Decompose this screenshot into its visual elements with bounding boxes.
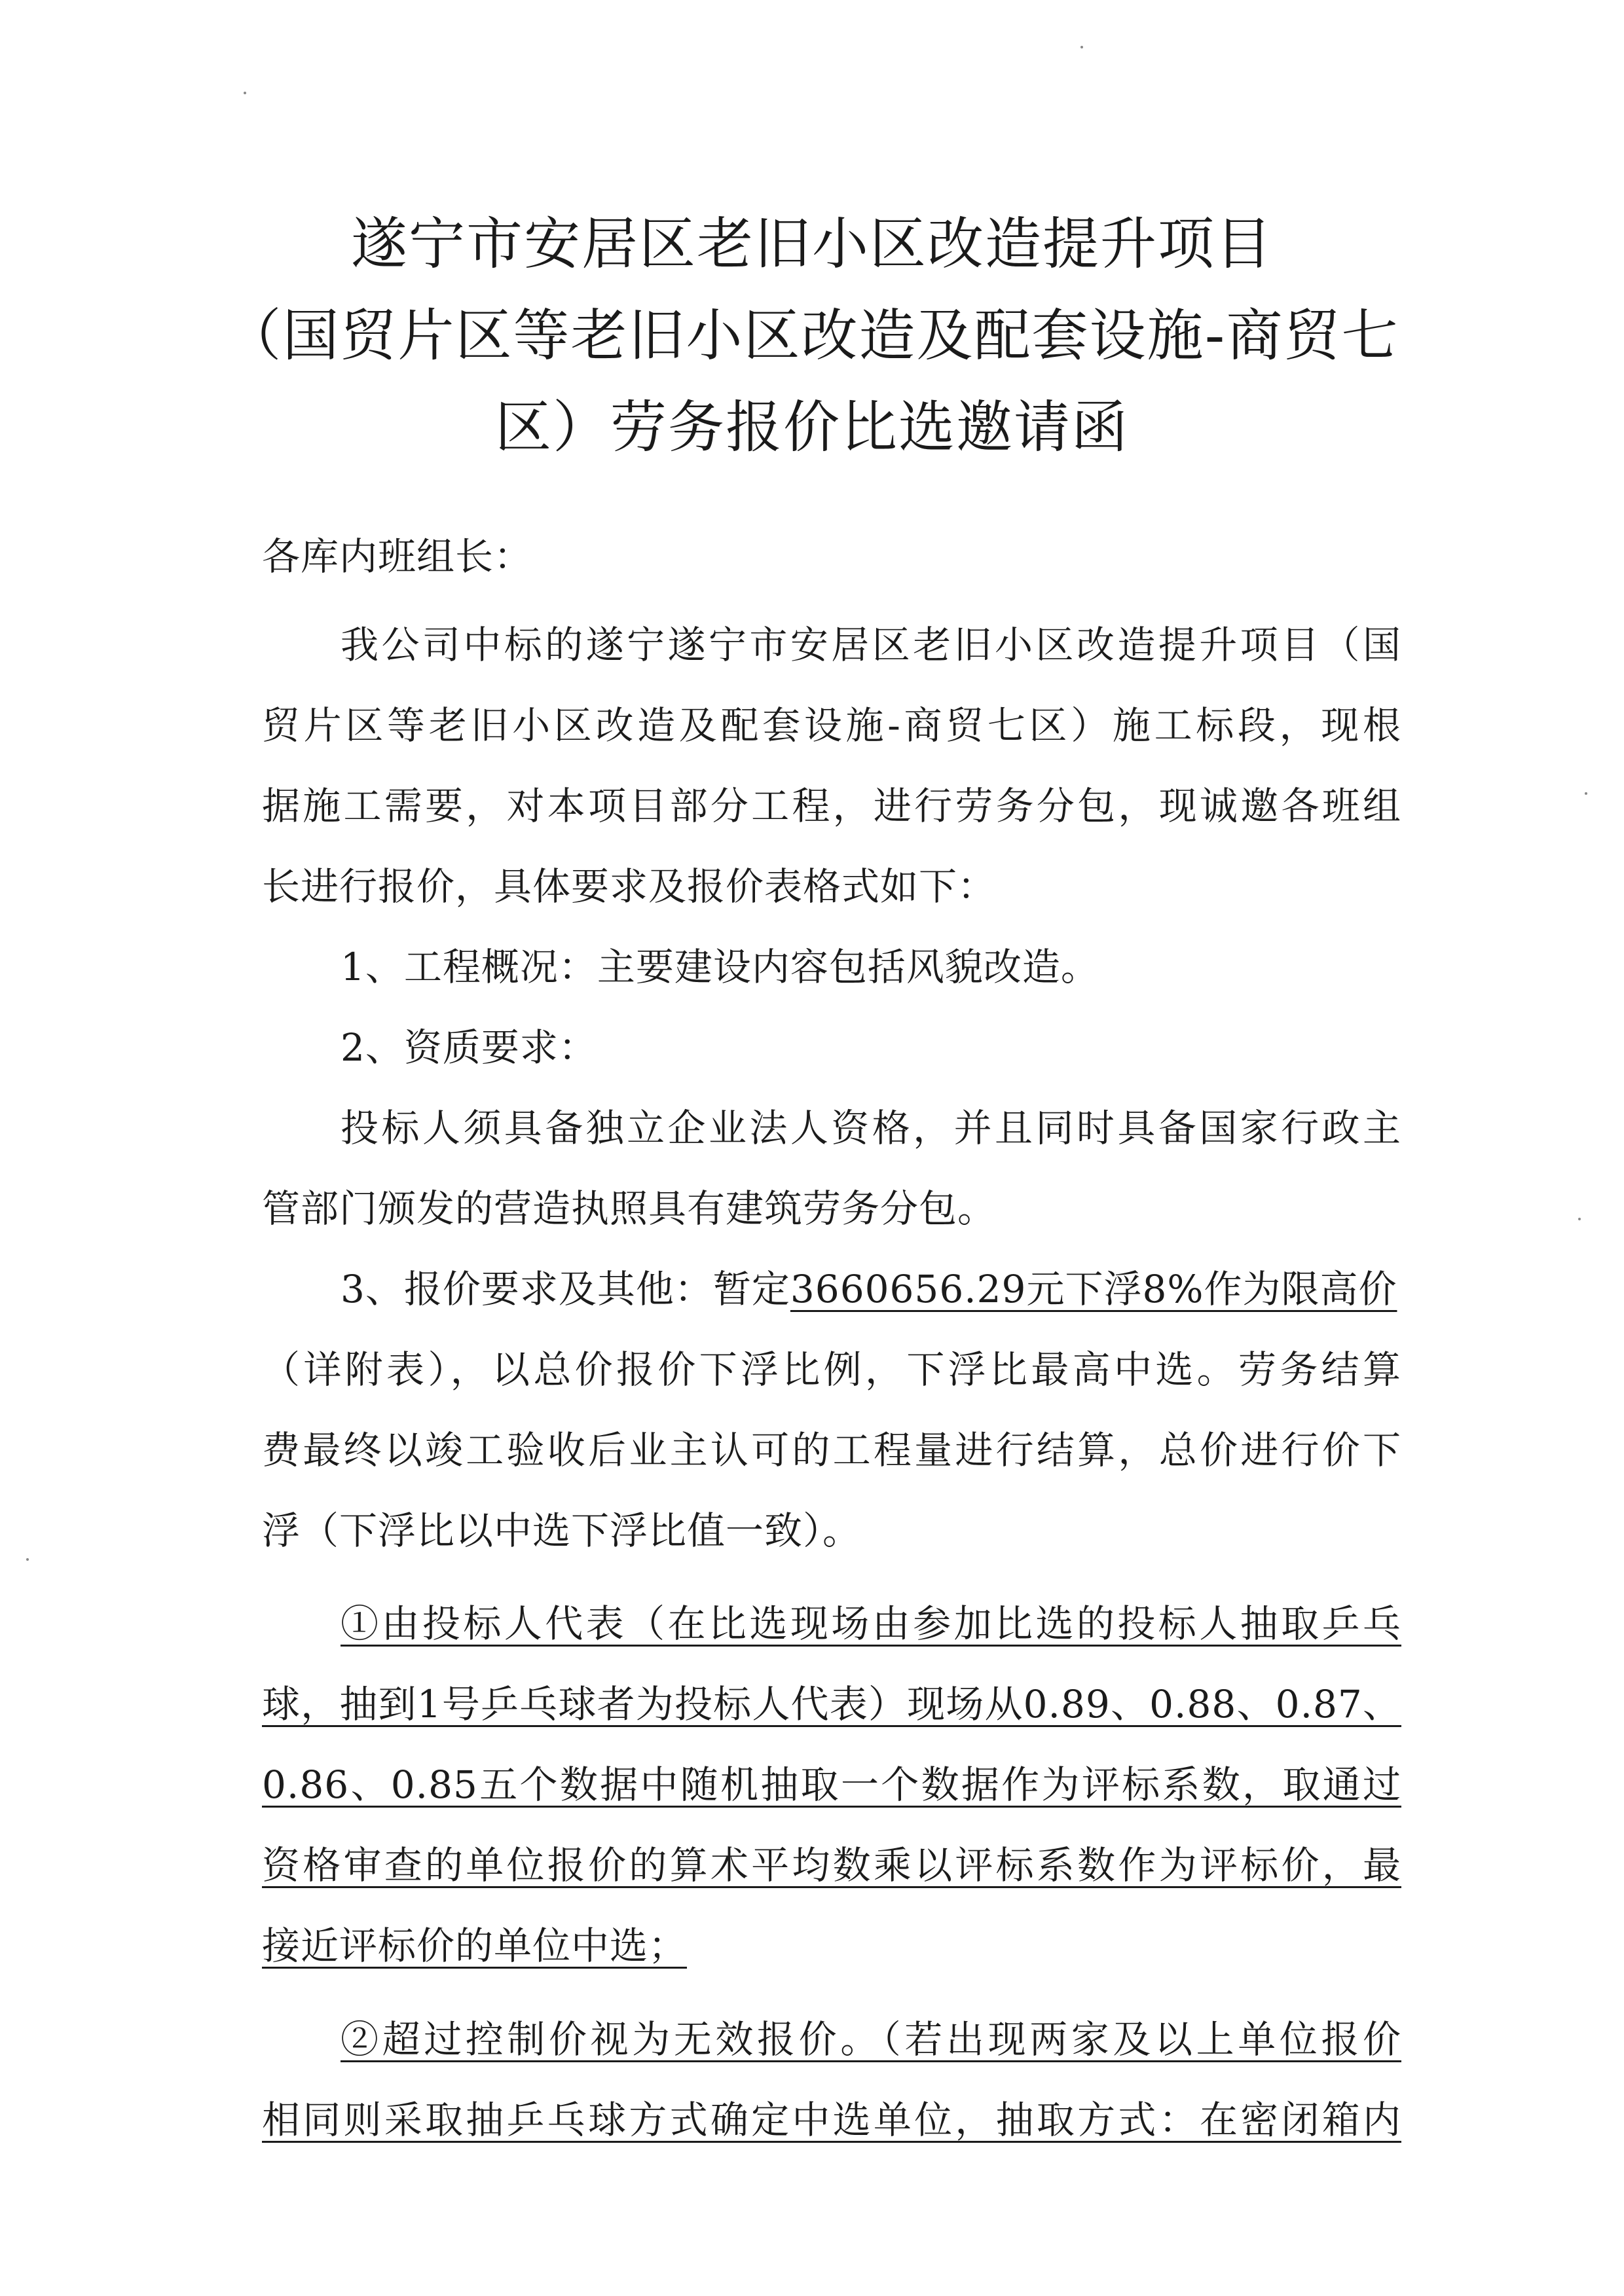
item-3-prefix: 3、报价要求及其他：暂定 (341, 1267, 790, 1311)
scan-speck (26, 1558, 29, 1561)
item-1-overview: 1、工程概况：主要建设内容包括风貌改造。 (341, 945, 1099, 989)
scan-speck (1585, 792, 1587, 795)
intro-line-1: 我公司中标的遂宁遂宁市安居区老旧小区改造提升项目（国 (341, 623, 1401, 667)
item-2-qualification-heading: 2、资质要求： (341, 1025, 597, 1070)
title-line-3: 区）劳务报价比选邀请函 (495, 395, 1129, 460)
qualification-line-2: 管部门颁发的营造执照具有建筑劳务分包。 (262, 1186, 997, 1231)
clause-1-line-1: ①由投标人代表（在比选现场由参加比选的投标人抽取乒乓 (341, 1601, 1401, 1646)
item-3-price-limit: 3660656.29元下浮8%作为限高价 (790, 1267, 1397, 1311)
intro-line-4: 长进行报价，具体要求及报价表格式如下： (262, 864, 997, 909)
clause-1-line-3: 0.86、0.85五个数据中随机抽取一个数据作为评标系数，取通过 (262, 1762, 1401, 1807)
scan-speck (244, 92, 246, 94)
salutation: 各库内班组长： (262, 534, 533, 579)
title-line-2: （国贸片区等老旧小区改造及配套设施-商贸七 (225, 303, 1399, 369)
intro-line-3: 据施工需要，对本项目部分工程，进行劳务分包，现诚邀各班组 (262, 784, 1401, 828)
title-line-1: 遂宁市安居区老旧小区改造提升项目 (351, 211, 1273, 277)
scan-speck (1578, 1218, 1581, 1220)
clause-1-line-4: 资格审查的单位报价的算术平均数乘以评标系数作为评标价，最 (262, 1843, 1401, 1887)
item-3-line-4: 浮（下浮比以中选下浮比值一致）。 (262, 1508, 862, 1553)
scan-speck (1080, 46, 1083, 48)
clause-1-line-2: 球，抽到1号乒乓球者为投标人代表）现场从0.89、0.88、0.87、 (262, 1682, 1401, 1726)
clause-1-line-5: 接近评标价的单位中选； (262, 1923, 688, 1968)
item-3-line-3: 费最终以竣工验收后业主认可的工程量进行结算，总价进行价下 (262, 1428, 1401, 1472)
item-3-line-1 (341, 1263, 1401, 1315)
clause-2-line-2: 相同则采取抽乒乓球方式确定中选单位，抽取方式：在密闭箱内 (262, 2098, 1401, 2142)
clause-2-line-1: ②超过控制价视为无效报价。（若出现两家及以上单位报价 (341, 2017, 1401, 2062)
item-3-line-2: （详附表），以总价报价下浮比例，下浮比最高中选。劳务结算 (262, 1347, 1401, 1392)
qualification-line-1: 投标人须具备独立企业法人资格，并且同时具备国家行政主 (341, 1106, 1401, 1150)
intro-line-2: 贸片区等老旧小区改造及配套设施-商贸七区）施工标段，现根 (262, 703, 1401, 748)
